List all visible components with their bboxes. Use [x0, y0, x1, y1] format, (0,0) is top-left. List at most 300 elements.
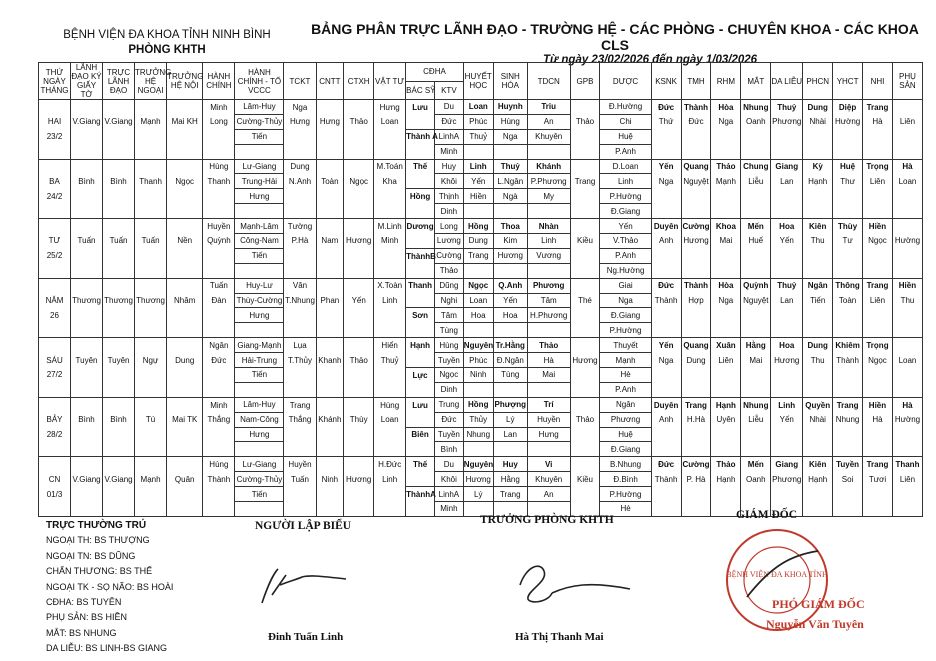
table-cell	[681, 248, 711, 263]
table-cell: Cường	[681, 219, 711, 234]
table-cell: Yến	[344, 293, 374, 308]
table-cell: Đức	[203, 353, 235, 368]
table-cell	[374, 323, 406, 338]
table-cell: Trọng	[863, 338, 893, 353]
table-cell: Quang	[681, 159, 711, 174]
table-cell	[167, 502, 203, 517]
table-cell: Hạnh	[803, 174, 833, 189]
table-cell: Quỳnh	[203, 234, 235, 249]
table-cell	[374, 502, 406, 517]
table-cell: Thu	[803, 353, 833, 368]
table-cell	[493, 263, 527, 278]
table-cell: Trang	[463, 248, 493, 263]
table-cell	[892, 382, 922, 397]
table-cell	[167, 189, 203, 204]
table-cell	[167, 144, 203, 159]
table-cell: Bình	[71, 412, 103, 427]
table-cell: Huyền	[203, 219, 235, 234]
table-cell: Hưng	[316, 114, 344, 129]
table-cell: Huy	[434, 159, 463, 174]
table-cell: Yến	[651, 159, 681, 174]
table-cell: T.Thủy	[284, 353, 316, 368]
table-cell	[863, 144, 893, 159]
table-cell	[493, 144, 527, 159]
table-cell: Đ.Bình	[600, 472, 651, 487]
table-cell	[681, 144, 711, 159]
table-cell: P.Hường	[600, 487, 651, 502]
table-cell: Phương	[600, 412, 651, 427]
table-cell	[527, 204, 570, 219]
table-cell: Loan	[892, 353, 922, 368]
table-cell: HAI	[39, 114, 71, 129]
table-cell	[316, 368, 344, 383]
table-cell	[711, 368, 741, 383]
table-cell	[833, 487, 863, 502]
table-cell: Liên	[892, 472, 922, 487]
table-cell	[344, 308, 374, 323]
column-header: DƯỢC	[600, 63, 651, 100]
table-cell	[463, 442, 493, 457]
table-cell	[803, 427, 833, 442]
table-row	[39, 323, 923, 338]
table-cell	[771, 263, 803, 278]
table-cell	[570, 219, 600, 234]
table-cell: Tiến	[235, 248, 284, 263]
table-row	[39, 129, 923, 144]
table-cell	[892, 442, 922, 457]
table-cell: Hường	[833, 114, 863, 129]
table-cell: Trang	[863, 278, 893, 293]
table-cell	[316, 442, 344, 457]
preparer-title: NGƯỜI LẬP BIỂU	[255, 520, 352, 532]
table-cell	[741, 189, 771, 204]
table-cell: Khiêm	[833, 338, 863, 353]
table-cell: Tư	[833, 234, 863, 249]
table-row	[39, 368, 923, 383]
table-cell	[833, 129, 863, 144]
table-cell	[463, 382, 493, 397]
table-cell: Liên	[711, 353, 741, 368]
table-cell	[344, 144, 374, 159]
table-cell	[71, 397, 103, 412]
table-row	[39, 144, 923, 159]
table-cell	[103, 204, 135, 219]
table-row	[39, 338, 923, 353]
table-cell	[167, 263, 203, 278]
table-cell	[570, 338, 600, 353]
table-cell	[344, 338, 374, 353]
column-header: TRỰC LÃNH ĐẠO	[103, 63, 135, 100]
table-cell	[284, 502, 316, 517]
table-cell: Tuấn	[203, 278, 235, 293]
table-cell: Đ.Giang	[600, 308, 651, 323]
table-cell	[651, 308, 681, 323]
table-cell	[803, 308, 833, 323]
table-cell: Trang	[681, 397, 711, 412]
table-cell	[71, 129, 103, 144]
table-cell: Tuyền	[833, 457, 863, 472]
table-cell	[771, 442, 803, 457]
table-cell: 24/2	[39, 189, 71, 204]
table-cell	[167, 248, 203, 263]
table-header	[39, 63, 923, 100]
table-cell	[803, 442, 833, 457]
table-cell: Yến	[600, 219, 651, 234]
column-header: MẮT	[741, 63, 771, 100]
table-cell: Thành	[651, 472, 681, 487]
table-cell: Thương	[135, 293, 167, 308]
table-cell	[463, 204, 493, 219]
table-cell: Mạnh-Lâm	[235, 219, 284, 234]
table-cell	[681, 427, 711, 442]
table-row	[39, 189, 923, 204]
table-cell: Trọng	[863, 159, 893, 174]
table-cell	[741, 308, 771, 323]
table-cell: An	[527, 114, 570, 129]
table-cell: Kỳ	[803, 159, 833, 174]
table-cell: Hạnh	[406, 338, 435, 353]
table-cell: P.Anh	[600, 144, 651, 159]
table-cell	[406, 382, 435, 397]
table-cell	[651, 323, 681, 338]
table-cell: LinhA	[434, 487, 463, 502]
table-cell	[771, 323, 803, 338]
table-cell: Thảo	[344, 353, 374, 368]
table-cell: Tùng	[493, 368, 527, 383]
table-cell: Tuấn	[71, 234, 103, 249]
table-cell: 23/2	[39, 129, 71, 144]
table-cell: Nhung	[741, 100, 771, 115]
table-cell	[803, 189, 833, 204]
table-row	[39, 397, 923, 412]
table-cell: Hưng	[235, 308, 284, 323]
table-cell: Thùy	[833, 219, 863, 234]
table-cell: Tuấn	[284, 472, 316, 487]
table-cell	[316, 382, 344, 397]
table-cell	[771, 308, 803, 323]
table-cell: Thảo	[711, 159, 741, 174]
table-cell	[374, 427, 406, 442]
table-cell: Thành	[203, 472, 235, 487]
table-cell: Hoa	[463, 308, 493, 323]
column-header: TRƯỞNG HỆ NỘI	[167, 63, 203, 100]
table-cell	[406, 502, 435, 517]
column-header: VẬT TƯ	[374, 63, 406, 100]
table-cell: Toàn	[833, 293, 863, 308]
table-cell	[863, 427, 893, 442]
table-cell	[316, 204, 344, 219]
table-row	[39, 234, 923, 249]
table-cell	[71, 442, 103, 457]
table-cell: Cường-Thủy	[235, 114, 284, 129]
table-row	[39, 159, 923, 174]
table-cell: Thùy-Cường	[235, 293, 284, 308]
duty-item: NGOẠI TK - SỌ NÃO: BS HOÀI	[46, 581, 174, 592]
table-cell	[681, 129, 711, 144]
table-cell: Nhàn	[527, 219, 570, 234]
table-cell: Hương	[344, 234, 374, 249]
table-cell	[570, 397, 600, 412]
table-cell: Kiên	[803, 457, 833, 472]
table-cell: Uyên	[711, 412, 741, 427]
table-cell: Khôi	[434, 174, 463, 189]
table-cell	[39, 100, 71, 115]
table-cell: Huệ	[600, 129, 651, 144]
table-cell	[284, 487, 316, 502]
column-header: HÀNH CHÍNH	[203, 63, 235, 100]
table-cell: Đức	[651, 278, 681, 293]
table-cell	[570, 323, 600, 338]
table-cell: Hiền	[892, 278, 922, 293]
table-cell	[651, 427, 681, 442]
table-cell	[833, 248, 863, 263]
table-row	[39, 353, 923, 368]
column-header: PHỤ SẢN	[892, 63, 922, 100]
table-cell	[103, 338, 135, 353]
table-cell: Ng.Hường	[600, 263, 651, 278]
table-cell: Hà	[863, 412, 893, 427]
date-range: Từ ngày 23/02/2026 đến ngày 1/03/2026	[542, 54, 758, 66]
table-cell: Đàn	[203, 293, 235, 308]
table-cell: Tâm	[434, 308, 463, 323]
table-cell: Nga	[600, 293, 651, 308]
table-cell	[167, 308, 203, 323]
table-cell	[741, 144, 771, 159]
table-cell	[316, 323, 344, 338]
table-cell	[344, 204, 374, 219]
table-cell: Hà	[527, 353, 570, 368]
table-cell: Vương	[527, 248, 570, 263]
table-cell	[463, 263, 493, 278]
table-row	[39, 412, 923, 427]
table-cell: M.Linh	[374, 219, 406, 234]
table-cell: Loan	[374, 412, 406, 427]
table-cell: Hưng	[374, 100, 406, 115]
table-cell	[135, 308, 167, 323]
column-header: THỨ NGÀY THÁNG	[39, 63, 71, 100]
table-row	[39, 442, 923, 457]
table-cell: Linh	[463, 159, 493, 174]
table-cell	[39, 263, 71, 278]
table-cell	[71, 487, 103, 502]
table-cell: Thu	[803, 234, 833, 249]
table-cell	[135, 397, 167, 412]
table-cell	[771, 368, 803, 383]
table-cell	[103, 144, 135, 159]
table-cell	[284, 263, 316, 278]
table-cell: Mạnh	[135, 114, 167, 129]
table-cell: V.Giang	[71, 114, 103, 129]
table-cell	[39, 159, 71, 174]
table-cell: Mạnh	[711, 174, 741, 189]
table-cell: Hương	[493, 248, 527, 263]
table-cell	[803, 248, 833, 263]
table-cell: Mạnh	[600, 353, 651, 368]
table-cell: Oanh	[741, 472, 771, 487]
table-cell	[833, 308, 863, 323]
table-cell	[203, 323, 235, 338]
table-cell	[771, 487, 803, 502]
table-cell	[803, 323, 833, 338]
table-cell	[235, 323, 284, 338]
duty-table	[38, 62, 923, 517]
table-cell: Ngọc	[434, 368, 463, 383]
table-cell: Lực	[406, 368, 435, 383]
table-cell: Đức	[651, 100, 681, 115]
table-cell: Yến	[771, 412, 803, 427]
table-cell: P.Anh	[600, 248, 651, 263]
table-cell: Lý	[493, 412, 527, 427]
table-cell: Hùng	[203, 457, 235, 472]
table-cell: Nguyên	[463, 457, 493, 472]
table-cell: Minh	[374, 234, 406, 249]
table-cell	[71, 219, 103, 234]
table-cell: Tuyền	[434, 353, 463, 368]
table-cell: 01/3	[39, 487, 71, 502]
table-cell	[71, 278, 103, 293]
column-header: CĐHA	[406, 63, 464, 82]
table-cell: Nam	[316, 234, 344, 249]
table-cell: Lan	[771, 293, 803, 308]
table-cell: Minh	[434, 502, 463, 517]
table-cell: P.Phương	[527, 174, 570, 189]
table-cell	[39, 278, 71, 293]
table-cell	[406, 353, 435, 368]
table-cell	[103, 100, 135, 115]
table-cell	[39, 323, 71, 338]
table-cell	[711, 248, 741, 263]
table-cell: Đức	[651, 457, 681, 472]
table-body	[39, 100, 923, 517]
table-cell	[235, 382, 284, 397]
table-cell	[344, 442, 374, 457]
table-row	[39, 308, 923, 323]
table-cell	[135, 382, 167, 397]
table-cell	[570, 487, 600, 502]
table-cell	[167, 204, 203, 219]
table-cell: Phan	[316, 293, 344, 308]
table-cell: Tuyền	[434, 427, 463, 442]
table-cell: Minh	[434, 144, 463, 159]
table-cell	[39, 382, 71, 397]
table-cell: Ngân	[203, 338, 235, 353]
table-cell	[135, 219, 167, 234]
table-cell: Tươi	[863, 472, 893, 487]
table-cell: Duyên	[651, 219, 681, 234]
column-header: TDCN	[527, 63, 570, 100]
table-cell: Hồng	[463, 397, 493, 412]
table-cell: Trang	[833, 397, 863, 412]
table-cell	[527, 323, 570, 338]
column-header: RHM	[711, 63, 741, 100]
table-cell: BA	[39, 174, 71, 189]
table-cell	[167, 159, 203, 174]
table-cell: Thư	[833, 174, 863, 189]
table-cell: P.Hà	[284, 234, 316, 249]
column-header: HUYẾT HỌC	[463, 63, 493, 100]
table-cell	[235, 442, 284, 457]
table-cell	[803, 144, 833, 159]
table-cell	[771, 144, 803, 159]
table-cell: Dinh	[434, 382, 463, 397]
table-cell	[39, 442, 71, 457]
table-cell: Huệ	[600, 427, 651, 442]
table-cell: Hưng	[527, 427, 570, 442]
table-cell: Dung	[167, 353, 203, 368]
table-cell	[803, 204, 833, 219]
table-cell	[344, 397, 374, 412]
table-cell	[103, 308, 135, 323]
table-cell	[167, 368, 203, 383]
table-cell: Hùng	[493, 114, 527, 129]
table-cell: Hoa	[771, 219, 803, 234]
table-cell	[570, 457, 600, 472]
table-cell: 25/2	[39, 248, 71, 263]
table-cell	[651, 204, 681, 219]
table-cell: Trang	[863, 457, 893, 472]
table-cell: Yến	[651, 338, 681, 353]
table-cell: Tuấn	[103, 234, 135, 249]
table-cell	[103, 248, 135, 263]
table-cell: Thành	[681, 278, 711, 293]
table-cell: Nhung	[833, 412, 863, 427]
table-cell	[344, 189, 374, 204]
table-cell	[374, 129, 406, 144]
table-cell: CN	[39, 472, 71, 487]
table-cell	[892, 263, 922, 278]
table-cell	[103, 457, 135, 472]
table-cell: Hường	[892, 412, 922, 427]
table-cell	[203, 204, 235, 219]
table-cell	[803, 382, 833, 397]
column-header: CTXH	[344, 63, 374, 100]
table-cell	[892, 323, 922, 338]
table-cell	[803, 368, 833, 383]
table-cell	[681, 502, 711, 517]
table-cell: Hòa	[711, 278, 741, 293]
table-cell	[374, 263, 406, 278]
table-cell	[71, 427, 103, 442]
table-cell	[135, 129, 167, 144]
table-cell	[863, 382, 893, 397]
table-cell: Hưng	[235, 427, 284, 442]
preparer-signature	[250, 555, 360, 615]
table-cell	[135, 278, 167, 293]
table-cell: Hương	[344, 472, 374, 487]
table-cell: Kiều	[570, 234, 600, 249]
table-cell: Bình	[103, 174, 135, 189]
table-cell: Khanh	[316, 353, 344, 368]
table-cell: Thoa	[493, 219, 527, 234]
table-cell	[833, 189, 863, 204]
table-cell	[463, 144, 493, 159]
table-cell	[833, 368, 863, 383]
table-cell	[203, 502, 235, 517]
table-cell	[374, 442, 406, 457]
table-cell: Hạnh	[711, 472, 741, 487]
table-cell	[71, 248, 103, 263]
table-cell: Ninh	[316, 472, 344, 487]
table-cell: Thành	[651, 293, 681, 308]
table-cell: Nhung	[463, 427, 493, 442]
table-cell	[711, 263, 741, 278]
table-cell	[103, 442, 135, 457]
table-cell: Lư-Giang	[235, 457, 284, 472]
table-cell: Ngân	[600, 397, 651, 412]
table-cell	[741, 204, 771, 219]
table-cell	[892, 248, 922, 263]
table-cell: Thuỷ	[493, 159, 527, 174]
